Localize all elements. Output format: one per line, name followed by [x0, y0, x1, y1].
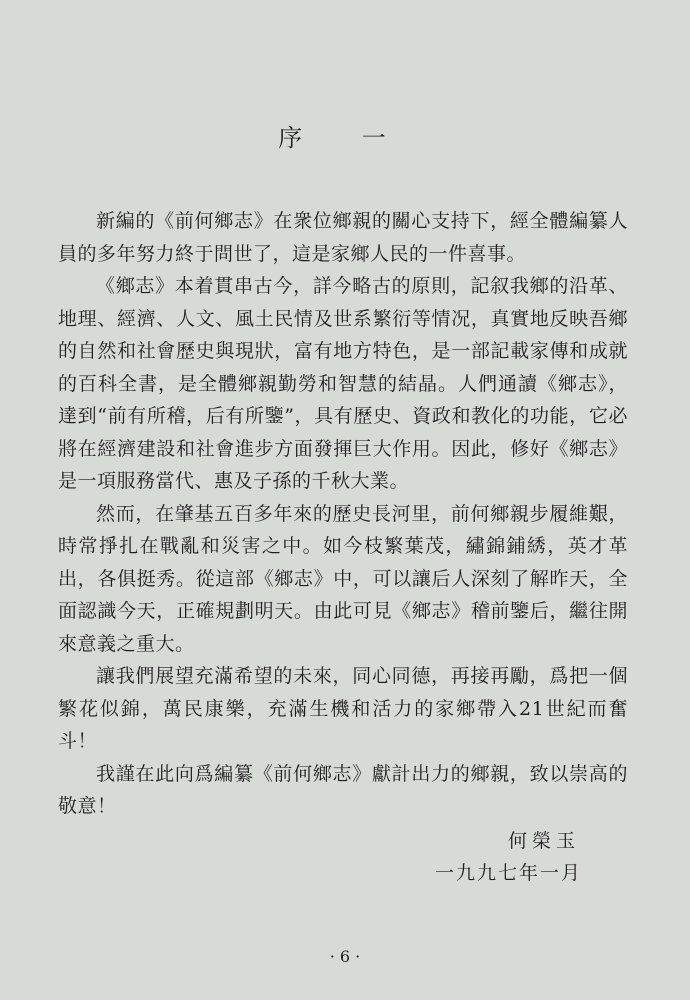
page-title: 序 一 [278, 124, 412, 152]
paragraph-2: 《鄉志》本着貫串古今，詳今略古的原則，記叙我鄉的沿革、地理、經濟、人文、風土民情及世系繁衍等情况，真實地反映吾鄉的自然和社會歷史與現狀，富有地方特色，是一部記載家傳和成就的百科全書，是全體鄉親勤勞和智慧的結晶。人們通讀《鄉志》，達到“前有所稽，后有所鑒”，具有歷史、資政和教化的功能，它必將在經濟建設和社會進步方面發揮巨大作用。因此，修好《鄉志》是一項服務當代、惠及子孫的千秋大業。 [58, 275, 628, 492]
signature-date: 一九九七年一月 [434, 862, 582, 884]
paragraph-5: 我謹在此向爲編纂《前何鄉志》獻計出力的鄉親，致以崇高的敬意！ [58, 762, 628, 817]
paragraph-3: 然而，在肇基五百多年來的歷史長河里，前何鄉親步履維艱，時常掙扎在戰亂和災害之中。如今枝繁葉茂，繡錦鋪綉，英才革出，各俱挺秀。從這部《鄉志》中，可以讓后人深刻了解昨天，全面認識今天，正確規劃明天。由此可見《鄉志》稽前鑒后，繼往開來意義之重大。 [58, 502, 628, 655]
preface-body [58, 205, 628, 823]
page-number: · 6 · [329, 947, 361, 966]
paragraph-4: 讓我們展望充滿希望的未來，同心同德，再接再勵，爲把一個繁花似錦，萬民康樂，充滿生機和活力的家鄉帶入21世紀而奮斗！ [58, 665, 628, 752]
paragraph-1: 新編的《前何鄉志》在衆位鄉親的關心支持下，經全體編纂人員的多年努力終于問世了，這是家鄉人民的一件喜事。 [58, 210, 628, 265]
author-name: 何榮玉 [507, 830, 580, 852]
